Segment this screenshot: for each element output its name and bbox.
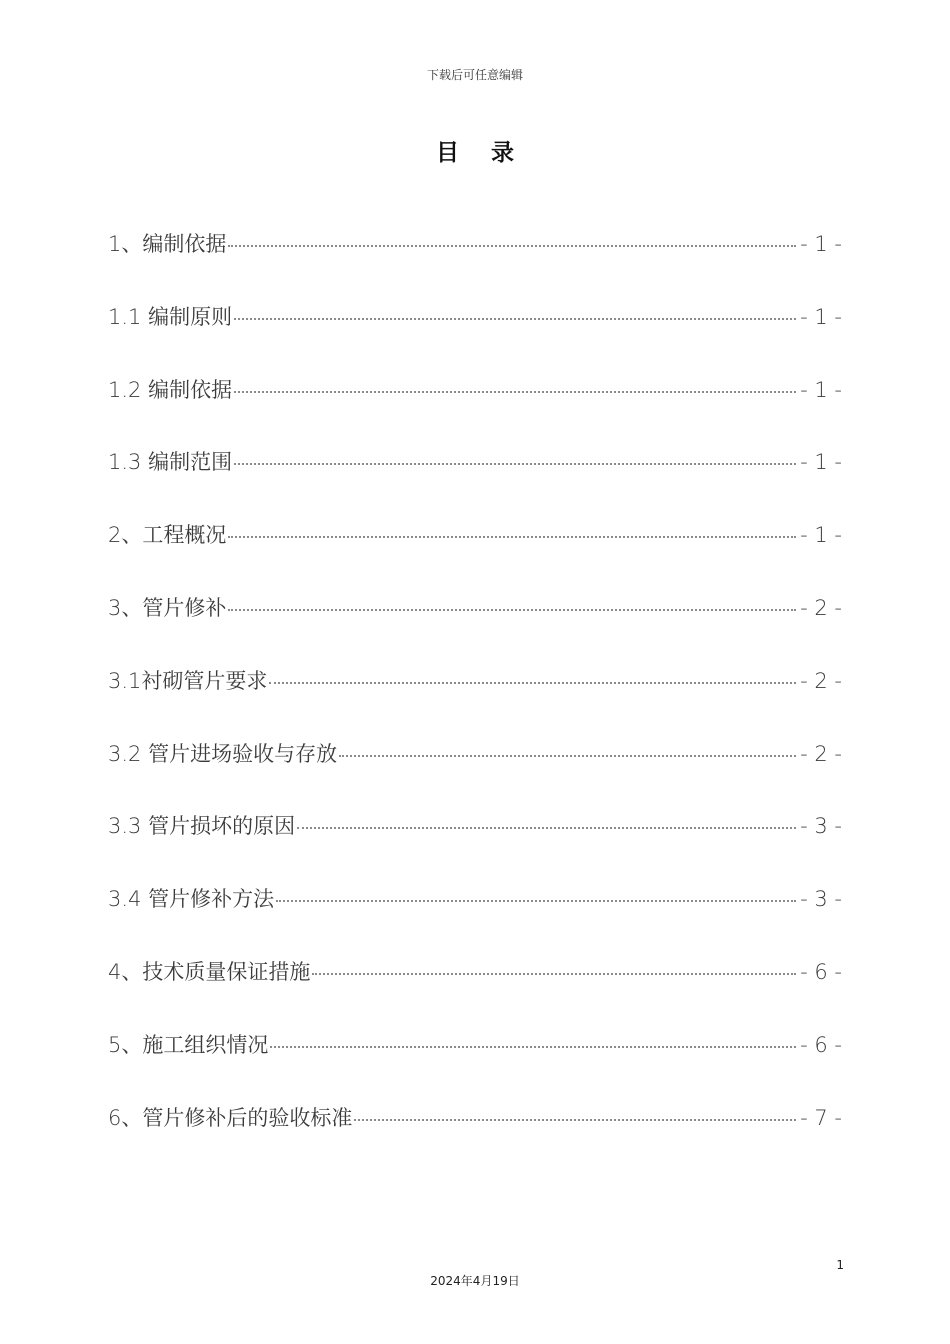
toc-entry-page: - 2 - [800,595,842,620]
toc-entry[interactable] [108,228,842,301]
toc-dot-leader [297,827,796,829]
toc-entry-page: - 6 - [800,959,842,984]
toc-entry-label: 4、技术质量保证措施 [108,959,311,984]
toc-entry-page: - 6 - [800,1032,842,1057]
toc-dot-leader [228,245,796,247]
table-of-contents [108,228,842,1174]
toc-entry[interactable] [108,883,842,956]
toc-entry-page: - 2 - [800,741,842,766]
toc-dot-leader [269,682,796,684]
toc-entry-page: - 3 - [800,887,842,912]
toc-entry[interactable] [108,810,842,883]
footer-date: 2024年4月19日 [430,1274,520,1288]
toc-entry[interactable] [108,519,842,592]
toc-dot-leader [339,755,796,757]
toc-dot-leader [234,318,796,320]
toc-entry[interactable] [108,446,842,519]
toc-entry-page: - 3 - [800,814,842,839]
toc-entry[interactable] [108,1029,842,1102]
toc-dot-leader [234,463,796,465]
toc-entry[interactable] [108,665,842,738]
toc-dot-leader [312,973,796,975]
toc-dot-leader [270,1046,796,1048]
toc-entry-page: - 2 - [800,668,842,693]
toc-entry[interactable] [108,1102,842,1175]
toc-entry-page: - 1 - [800,523,842,548]
toc-entry[interactable] [108,956,842,1029]
header-note: 下载后可任意编辑 [426,68,523,82]
toc-entry-page: - 1 - [800,450,842,475]
toc-entry-label: 3.1衬砌管片要求 [108,668,268,693]
toc-entry-label: 1.3 编制范围 [108,450,233,475]
toc-entry-label: 6、管片修补后的验收标准 [108,1105,353,1130]
toc-entry-label: 3、管片修补 [108,595,227,620]
toc-entry-page: - 7 - [800,1105,842,1130]
toc-title: 目 录 [435,140,526,166]
toc-entry[interactable] [108,301,842,374]
toc-entry-label: 2、工程概况 [108,523,227,548]
toc-entry-label: 3.2 管片进场验收与存放 [108,741,338,766]
toc-dot-leader [354,1119,796,1121]
toc-entry-label: 3.4 管片修补方法 [108,887,275,912]
toc-entry-label: 5、施工组织情况 [108,1032,269,1057]
toc-entry[interactable] [108,592,842,665]
toc-dot-leader [228,536,796,538]
toc-entry[interactable] [108,738,842,811]
page-number: 1 [836,1258,844,1272]
toc-entry-label: 1.1 编制原则 [108,304,233,329]
toc-entry-page: - 1 - [800,377,842,402]
toc-entry-label: 1、编制依据 [108,232,227,256]
toc-dot-leader [276,900,796,902]
toc-entry-page: - 1 - [800,232,842,256]
toc-dot-leader [228,609,796,611]
toc-entry-label: 3.3 管片损坏的原因 [108,814,296,839]
toc-entry-page: - 1 - [800,304,842,329]
toc-dot-leader [234,391,796,393]
toc-entry-label: 1.2 编制依据 [108,377,233,402]
toc-entry[interactable] [108,374,842,447]
